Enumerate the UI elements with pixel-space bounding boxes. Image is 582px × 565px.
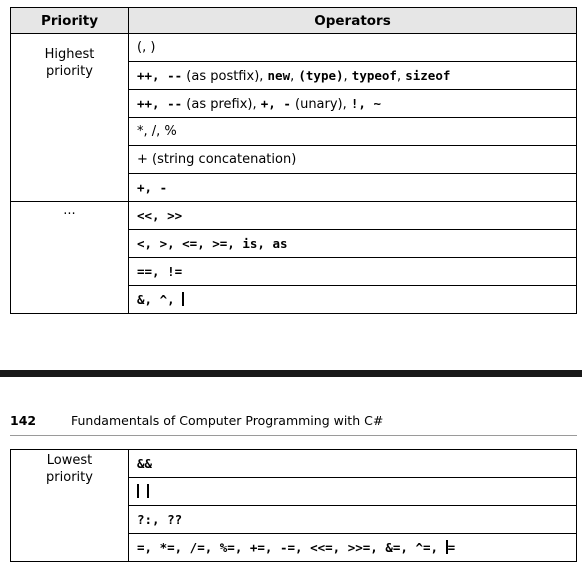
operator-text: , (396, 68, 406, 84)
pipe-glyph (147, 484, 149, 498)
operators-cell (129, 506, 577, 534)
operator-text: && (137, 455, 153, 471)
operators-cell (129, 146, 577, 174)
operator-text: sizeof (405, 67, 451, 83)
table-row (11, 202, 577, 230)
operator-text (139, 484, 147, 499)
priority-label-highest: Highest priority (11, 34, 129, 202)
page-break-divider (0, 370, 582, 377)
book-title: Fundamentals of Computer Programming with C# (71, 413, 384, 428)
priority-label-continuation: ... (11, 202, 129, 314)
operators-cell (129, 450, 577, 478)
operator-text: (unary), (290, 96, 351, 112)
operators-cell (129, 534, 577, 562)
operators-cell (129, 118, 577, 146)
operators-cell (129, 286, 577, 314)
table-body (11, 34, 577, 314)
operator-text: +, - (260, 95, 291, 111)
operator-text: +, - (137, 179, 168, 195)
operator-text: =, *=, /=, %=, +=, -=, <<=, >>=, &=, ^=, (137, 539, 446, 555)
operator-priority-table (10, 7, 577, 314)
page-header (10, 411, 577, 436)
operator-priority-table-continued (10, 449, 577, 562)
operators-cell (129, 90, 577, 118)
operator-text: , (290, 68, 299, 84)
operator-text: + (string concatenation) (137, 152, 297, 167)
operator-text: typeof (351, 67, 397, 83)
operator-text: is (242, 235, 258, 251)
operator-text: (type) (298, 67, 344, 83)
operator-text: &, ^, (137, 291, 183, 307)
operator-text: ++, -- (137, 67, 183, 83)
table-row (11, 450, 577, 478)
operator-text: !, ~ (350, 95, 382, 111)
table-row (11, 34, 577, 62)
operator-text: ?:, ?? (137, 511, 183, 527)
operator-text: ++, -- (137, 95, 183, 111)
operator-text: (as prefix), (182, 96, 261, 112)
operators-cell (129, 34, 577, 62)
operators-cell (129, 174, 577, 202)
operator-text: <, >, <=, >=, (137, 235, 243, 251)
operators-cell (129, 230, 577, 258)
table-header-row (11, 8, 577, 34)
operators-cell (129, 258, 577, 286)
operator-text: (as postfix), (182, 68, 268, 84)
operator-text: new (267, 67, 291, 83)
operator-text: *, /, % (137, 124, 177, 139)
operator-text: (, ) (137, 40, 156, 55)
table-body (11, 450, 577, 562)
operators-cell (129, 202, 577, 230)
operator-text: , (343, 68, 352, 84)
page-number: 142 (10, 413, 37, 428)
operator-text: , (257, 235, 273, 251)
operators-cell (129, 62, 577, 90)
pipe-glyph (182, 292, 184, 306)
operators-cell (129, 478, 577, 506)
operator-text: ==, != (137, 263, 183, 279)
operator-text: <<, >> (137, 207, 183, 223)
operators-column-header: Operators (129, 8, 577, 34)
operator-text: = (447, 539, 456, 555)
priority-column-header: Priority (11, 8, 129, 34)
operator-text: as (272, 235, 288, 251)
priority-label-lowest: Lowest priority (11, 450, 129, 562)
